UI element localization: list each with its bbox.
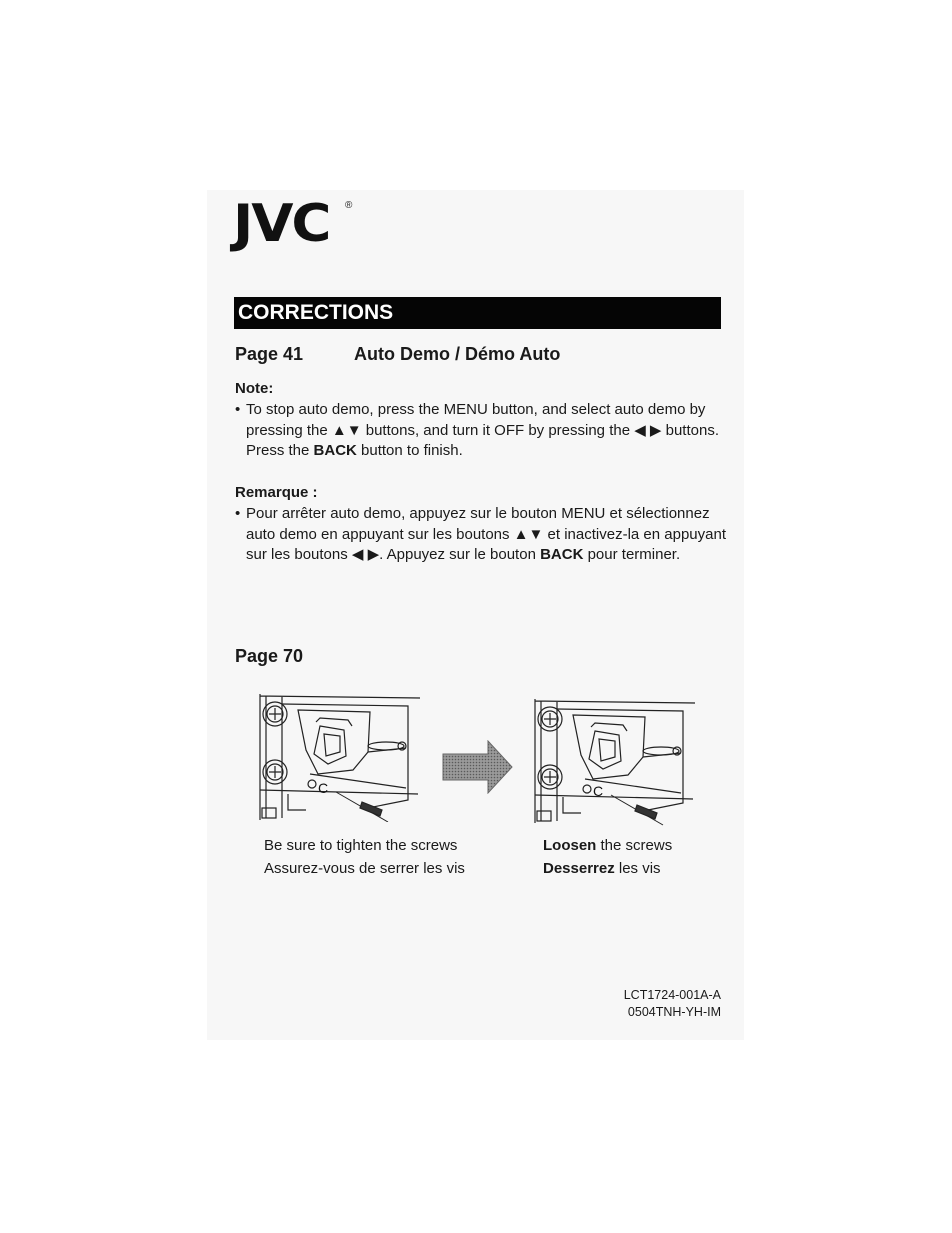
figure-letter-left: C (318, 780, 329, 796)
note-text: To stop auto demo, press the MENU button, and select auto demo by pressing the ▲▼ buttons, and turn it OFF by pressing the ◀ ▶ buttons. Press the BACK button to finish. (246, 401, 719, 459)
registered-mark: ® (345, 200, 353, 211)
document-code-1: LCT1724-001A-A (623, 988, 721, 1002)
left-caption-fr: Assurez-vous de serrer les vis (264, 860, 465, 877)
remarque-bullet: • (235, 505, 241, 522)
remarque-text: Pour arrêter auto demo, appuyez sur le bouton MENU et sélectionnez auto demo en appuyant sur les boutons ▲▼ et inactivez-la en appuyant sur les boutons ◀ ▶. Appuyez sur le bouton BACK pour terminer. (246, 505, 726, 563)
document-code-2: 0504TNH-YH-IM (627, 1005, 721, 1019)
figure-letter-right: C (593, 783, 604, 799)
remarque-paragraph (235, 504, 727, 566)
left-caption-en: Be sure to tighten the screws (264, 837, 458, 854)
page-70-heading: Page 70 (235, 646, 304, 666)
loosened-screws-figure (533, 695, 699, 827)
note-label: Note: (235, 380, 274, 397)
auto-demo-title: Auto Demo / Démo Auto (354, 344, 561, 364)
jvc-logo: JVC (233, 194, 330, 254)
tightened-screws-figure (258, 690, 424, 822)
corrections-banner: CORRECTIONS (234, 297, 721, 329)
right-caption-en: Loosen the screws (543, 837, 673, 854)
right-arrow-icon (442, 740, 514, 794)
remarque-label: Remarque : (235, 484, 318, 501)
note-paragraph (235, 400, 725, 462)
right-caption-fr: Desserrez les vis (543, 860, 661, 877)
page-41-heading: Page 41 (235, 344, 304, 364)
note-bullet: • (235, 401, 241, 418)
